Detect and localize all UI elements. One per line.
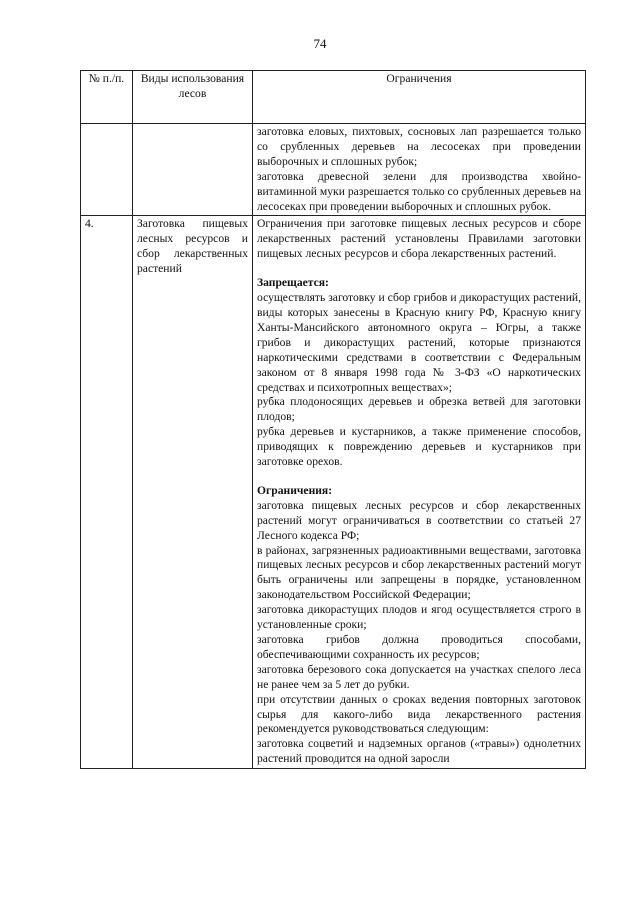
header-kind: Виды использования лесов <box>133 71 253 124</box>
list-item: заготовка дикорастущих плодов и ягод осуществляется строго в установленные сроки; <box>257 603 581 632</box>
table-row <box>81 216 586 769</box>
list-item: при отсутствии данных о сроках ведения повторных заготовок сырья для какого-либо вида лекарственного растения рекомендуется руководствоваться следующим: <box>257 692 581 736</box>
cell-restrictions <box>253 216 586 769</box>
list-item: заготовка березового сока допускается на участках спелого леса не ранее чем за 5 лет до рубки. <box>257 662 581 691</box>
header-number: № п./п. <box>81 71 133 124</box>
intro-paragraph: Ограничения при заготовке пищевых лесных ресурсов и сборе лекарственных растений установлены Правилами заготовки пищевых лесных ресурсов и сбора лекарственных растений. <box>257 217 581 261</box>
list-item: рубка деревьев и кустарников, а также применение способов, приводящих к повреждению деревьев и кустарников при заготовке орехов. <box>257 425 581 469</box>
restrictions-table <box>80 70 586 769</box>
list-item: заготовка пищевых лесных ресурсов и сбор лекарственных растений могут ограничиваться в соответствии со статьей 27 Лесного кодекса РФ; <box>257 498 581 542</box>
list-item: в районах, загрязненных радиоактивными веществами, заготовка пищевых лесных ресурсов и сбор лекарственных растений могут быть ограничены или запрещены в порядке, установленном законодательством Российской Федерации; <box>257 543 581 602</box>
list-item: рубка плодоносящих деревьев и обрезка ветвей для заготовки плодов; <box>257 395 581 424</box>
restrictions-heading: Ограничения: <box>257 483 333 497</box>
list-item: заготовка еловых, пихтовых, сосновых лап разрешается только со срубленных деревьев на лесосеках при проведении выборочных и сплошных рубок; <box>257 125 581 168</box>
table-row <box>81 124 586 216</box>
cell-kind <box>133 124 253 216</box>
cell-restrictions <box>253 124 586 216</box>
list-item: осуществлять заготовку и сбор грибов и дикорастущих растений, виды которых занесены в Красную книгу РФ, Красную книгу Ханты-Мансийского автономного округа – Югры, а также грибов и дикорастущих растений, которые признаются наркотическими средствами в соответствии с Федеральным законом от 8 января 1998 года № 3-ФЗ «О наркотических средствах и психотропных веществах»; <box>257 291 581 394</box>
list-item: заготовка грибов должна проводиться способами, обеспечивающими сохранность их ресурсов; <box>257 633 581 661</box>
page-number: 74 <box>313 36 327 51</box>
table-header-row <box>81 71 586 124</box>
cell-kind: Заготовка пищевых лесных ресурсов и сбор лекарственных растений <box>133 216 253 769</box>
header-restrictions: Ограничения <box>253 71 586 124</box>
list-item: заготовка древесной зелени для производства хвойно-витаминной муки разрешается только со срубленных деревьев на лесосеках при проведении выборочных и сплошных рубок. <box>257 169 581 213</box>
cell-number: 4. <box>81 216 133 769</box>
list-item: заготовка соцветий и надземных органов («травы») однолетних растений проводится на одной заросли <box>257 737 581 766</box>
cell-number <box>81 124 133 216</box>
prohibited-heading: Запрещается: <box>257 276 329 290</box>
